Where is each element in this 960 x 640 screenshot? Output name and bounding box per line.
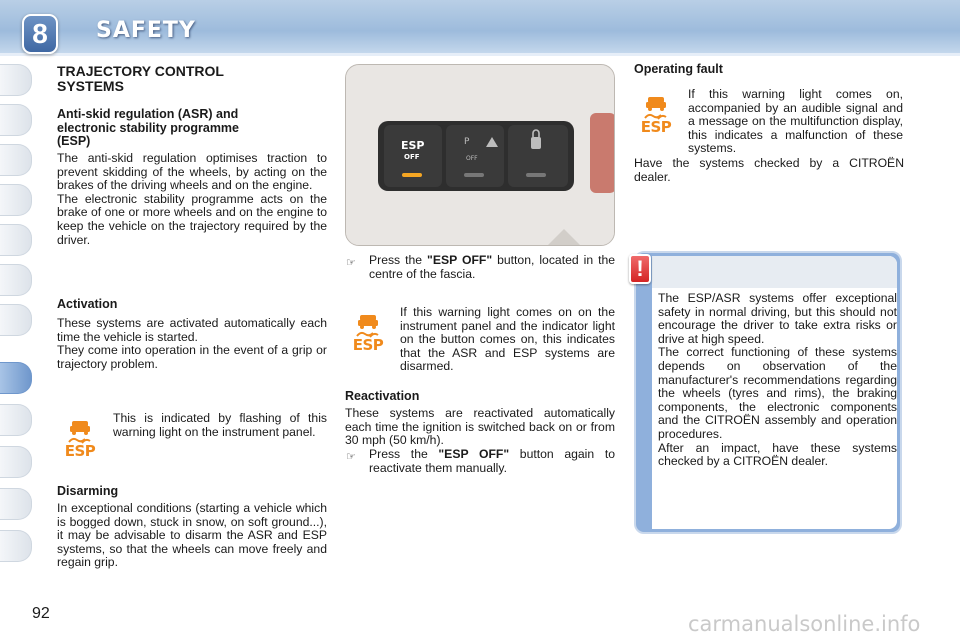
esp-warning-icon: ESP xyxy=(348,312,388,356)
disarming-text: In exceptional conditions (starting a vehicle which is bogged down, stuck in snow, on soft ground...), it may be advisable to disarm the ASR and ESP systems, so that the wheels can move freely and regain grip. xyxy=(57,501,327,570)
chapter-tab[interactable] xyxy=(0,104,32,136)
subheading: Anti-skid regulation (ASR) and electronic stability programme (ESP) xyxy=(57,107,240,148)
chapter-tab[interactable] xyxy=(0,144,32,176)
chapter-tab-active[interactable] xyxy=(0,362,32,394)
activation-heading: Activation xyxy=(57,297,118,311)
watermark: carmanualsonline.info xyxy=(688,612,921,636)
disarming-heading: Disarming xyxy=(57,484,119,498)
photo-esp-label: ESP xyxy=(401,139,425,152)
photo-off-label-2: OFF xyxy=(466,155,478,162)
info-box-band xyxy=(652,256,897,288)
main-title: TRAJECTORY CONTROL SYSTEMS xyxy=(57,63,224,94)
chapter-tab[interactable] xyxy=(0,530,32,562)
esp-button-photo xyxy=(345,64,615,246)
section-title: SAFETY xyxy=(96,18,196,43)
chapter-tab[interactable] xyxy=(0,264,32,296)
press-instruction: Press the "ESP OFF" button, located in the centre of the fascia. xyxy=(369,253,616,281)
page-number: 92 xyxy=(32,605,50,622)
esp-warning-icon: ESP xyxy=(636,94,676,138)
photo-off-label: OFF xyxy=(404,153,420,161)
chapter-tab[interactable] xyxy=(0,488,32,520)
reactivation-heading: Reactivation xyxy=(345,389,420,403)
flash-note: This is indicated by flashing of this warning light on the instrument panel. xyxy=(113,411,327,439)
intro-text: The anti-skid regulation optimises traction to prevent skidding of the wheels, by acting on the brakes of the driving wheels and on the engine. The electronic stability programme acts on the brake of one or more wheels and on the engine to keep the vehicle on the trajectory required by the driver. xyxy=(57,151,327,247)
disarmed-warning-note: If this warning light comes on on the instrument panel and the indicator light on the button comes on, this indicates that the ASR and ESP systems are disarmed. xyxy=(400,305,615,374)
esp-warning-icon: ESP xyxy=(60,418,100,462)
photo-p-label: P xyxy=(464,137,470,147)
press-again-instruction: Press the "ESP OFF" button again to reactivate them manually. xyxy=(369,447,615,475)
chapter-tab[interactable] xyxy=(0,64,32,96)
warning-icon: ! xyxy=(629,254,651,284)
chapter-tab[interactable] xyxy=(0,304,32,336)
chapter-badge: 8 xyxy=(22,14,58,54)
activation-text: These systems are activated automatically each time the vehicle is started. They come into operation in the event of a grip or trajectory problem. xyxy=(57,316,327,371)
chapter-tab[interactable] xyxy=(0,404,32,436)
reactivation-text: These systems are reactivated automatically each time the ignition is switched back on or from 30 mph (50 km/h). xyxy=(345,406,615,448)
bullet-icon: ☞ xyxy=(346,451,356,463)
fault-heading: Operating fault xyxy=(634,62,723,76)
chapter-tab[interactable] xyxy=(0,224,32,256)
chapter-tab[interactable] xyxy=(0,184,32,216)
fault-note: If this warning light comes on, accompanied by an audible signal and a message on the multifunction display, this indicates a malfunction of these systems. xyxy=(688,87,903,156)
chapter-tab[interactable] xyxy=(0,446,32,478)
fault-action: Have the systems checked by a CITROËN dealer. xyxy=(634,156,904,184)
info-box-text: The ESP/ASR systems offer exceptional safety in normal driving, but this should not encourage the driver to take extra risks or drive at high speed. The correct functioning of these systems depends on observation of the manufacturer's recommendations regarding the wheels (tyres and rims), the braking components, the electronic components and the CITROËN assembly and operation procedures. After an impact, have these systems checked by a CITROËN dealer. xyxy=(658,291,897,469)
bullet-icon: ☞ xyxy=(346,257,356,269)
